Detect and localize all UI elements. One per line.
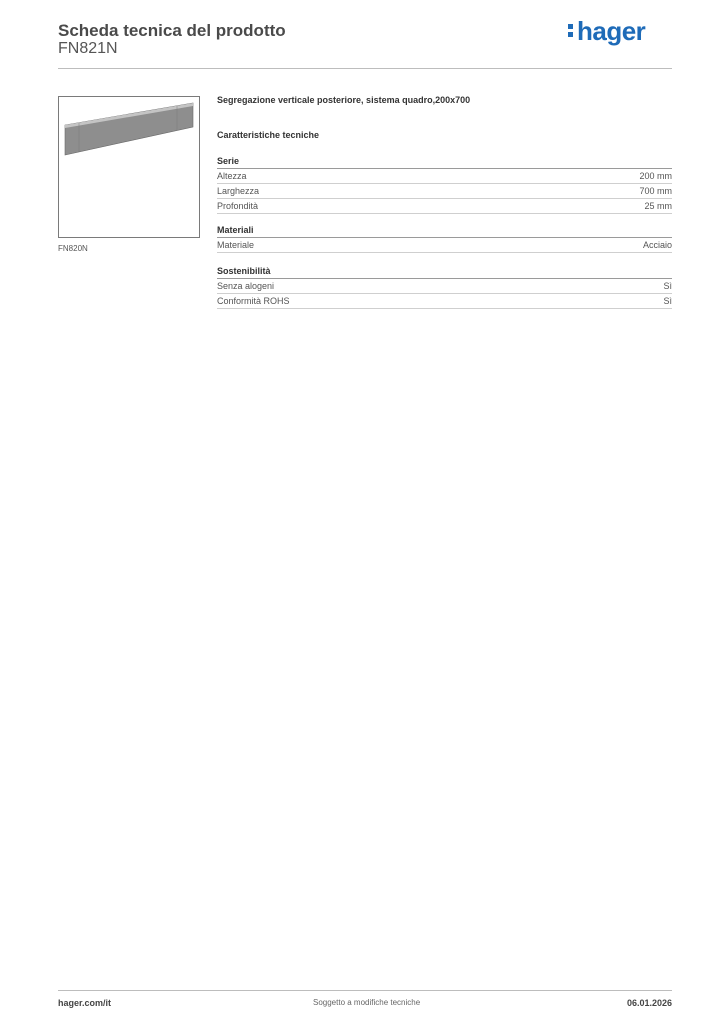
spec-label: Materiale bbox=[217, 240, 255, 250]
hager-logo bbox=[568, 16, 645, 47]
spec-label: Conformità ROHS bbox=[217, 296, 290, 306]
footer-note: Soggetto a modifiche tecniche bbox=[313, 998, 421, 1007]
spec-row bbox=[217, 199, 672, 214]
spec-value: 25 mm bbox=[644, 201, 672, 211]
spec-value: 200 mm bbox=[639, 171, 672, 181]
group-title-materiali: Materiali bbox=[217, 225, 672, 238]
product-code: FN821N bbox=[58, 40, 118, 57]
spec-label: Senza alogeni bbox=[217, 281, 275, 291]
spec-value: Acciaio bbox=[642, 240, 672, 250]
section-title: Caratteristiche tecniche bbox=[217, 130, 320, 140]
page-title: Scheda tecnica del prodotto bbox=[58, 21, 286, 40]
spec-label: Larghezza bbox=[217, 186, 260, 196]
logo-text: hager bbox=[577, 16, 646, 46]
product-image bbox=[58, 96, 200, 238]
spec-row bbox=[217, 279, 672, 294]
header-divider bbox=[58, 68, 672, 69]
product-description: Segregazione verticale posteriore, sistema quadro,200x700 bbox=[217, 95, 471, 105]
group-title-sostenibilita: Sostenibilità bbox=[217, 266, 672, 279]
footer-date: 06.01.2026 bbox=[626, 998, 672, 1008]
spec-label: Profondità bbox=[217, 201, 259, 211]
spec-content bbox=[217, 95, 672, 309]
footer-divider bbox=[58, 990, 672, 991]
panel-illustration bbox=[59, 97, 199, 237]
group-title-serie: Serie bbox=[217, 156, 672, 169]
spec-label: Altezza bbox=[217, 171, 247, 181]
spec-row bbox=[217, 184, 672, 199]
spec-value: Sì bbox=[663, 281, 672, 291]
spec-row bbox=[217, 169, 672, 184]
logo-dots-icon bbox=[568, 21, 574, 40]
footer-website-link[interactable]: hager.com/it bbox=[58, 998, 112, 1008]
spec-row bbox=[217, 238, 672, 253]
image-caption: FN820N bbox=[58, 244, 88, 253]
spec-value: 700 mm bbox=[639, 186, 672, 196]
spec-value: Sì bbox=[663, 296, 672, 306]
spec-row bbox=[217, 294, 672, 309]
